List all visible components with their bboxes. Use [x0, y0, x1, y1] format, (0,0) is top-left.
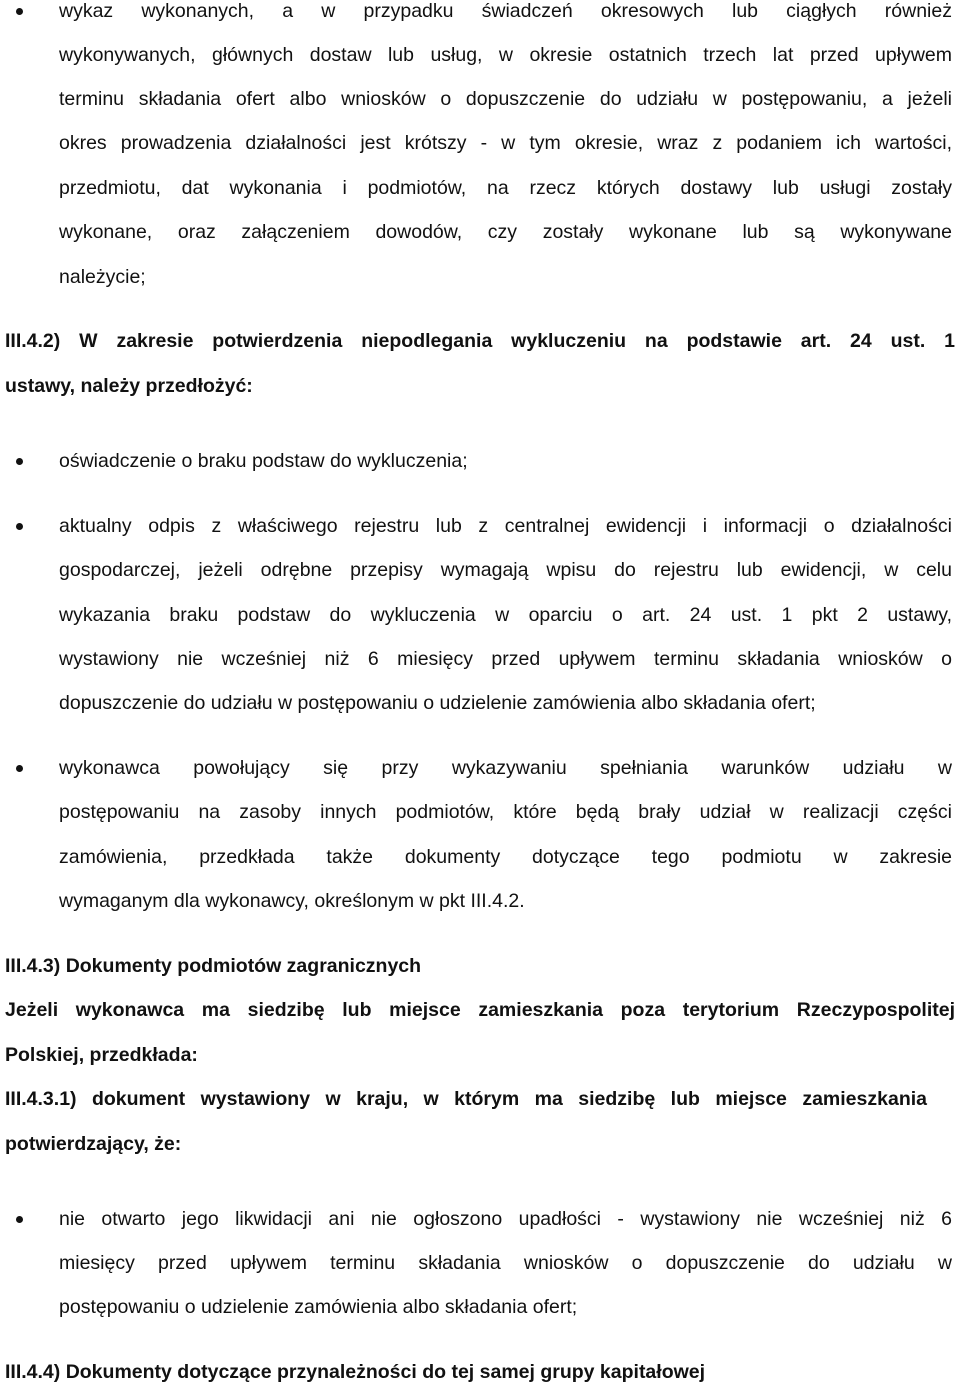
- section-heading: III.4.2) W zakresie potwierdzenia niepodlegania wykluczeniu na podstawie art. 24 ust. 1: [5, 330, 955, 352]
- list-item: nie otwarto jego likwidacji ani nie ogłoszono upadłości - wystawiony nie wcześniej niż 6: [59, 1208, 952, 1230]
- list-item: wystawiony nie wcześniej niż 6 miesięcy przed upływem terminu składania wniosków o: [59, 648, 952, 670]
- section-heading: III.4.4) Dokumenty dotyczące przynależności do tej samej grupy kapitałowej: [5, 1361, 706, 1383]
- text-line: wykaz wykonanych, a w przypadku świadczeń okresowych lub ciągłych również: [59, 0, 952, 22]
- list-item: wykazania braku podstaw do wykluczenia w oparciu o art. 24 ust. 1 pkt 2 ustawy,: [59, 604, 952, 626]
- bullet-icon: [16, 458, 23, 465]
- bullet-icon: [16, 765, 23, 772]
- text-line: terminu składania ofert albo wniosków o dopuszczenie do udziału w postępowaniu, a jeżeli: [59, 88, 952, 110]
- list-item: aktualny odpis z właściwego rejestru lub z centralnej ewidencji i informacji o działalności: [59, 515, 952, 537]
- text-line: wykonywanych, głównych dostaw lub usług, w okresie ostatnich trzech lat przed upływem: [59, 44, 952, 66]
- text-line: wykonane, oraz załączeniem dowodów, czy zostały wykonane lub są wykonywane: [59, 221, 952, 243]
- list-item: postępowaniu na zasoby innych podmiotów, które będą brały udział w realizacji części: [59, 801, 952, 823]
- text-line: okres prowadzenia działalności jest krótszy - w tym okresie, wraz z podaniem ich wartości,: [59, 132, 952, 154]
- list-item: wymaganym dla wykonawcy, określonym w pkt III.4.2.: [59, 890, 525, 912]
- section-intro: Polskiej, przedkłada:: [5, 1044, 198, 1066]
- list-item: dopuszczenie do udziału w postępowaniu o udzielenie zamówienia albo składania ofert;: [59, 692, 816, 714]
- list-item: postępowaniu o udzielenie zamówienia albo składania ofert;: [59, 1296, 578, 1318]
- bullet-icon: [16, 1216, 23, 1223]
- list-item: miesięcy przed upływem terminu składania wniosków o dopuszczenie do udziału w: [59, 1252, 952, 1274]
- sub-heading: III.4.3.1) dokument wystawiony w kraju, w którym ma siedzibę lub miejsce zamieszkania: [5, 1088, 927, 1110]
- bullet-icon: [16, 523, 23, 530]
- sub-heading: potwierdzający, że:: [5, 1133, 182, 1155]
- list-item: gospodarczej, jeżeli odrębne przepisy wymagają wpisu do rejestru lub ewidencji, w celu: [59, 559, 952, 581]
- list-item: zamówienia, przedkłada także dokumenty dotyczące tego podmiotu w zakresie: [59, 846, 952, 868]
- text-line: przedmiotu, dat wykonania i podmiotów, na rzecz których dostawy lub usługi zostały: [59, 177, 952, 199]
- bullet-icon: [16, 8, 23, 15]
- section-heading: ustawy, należy przedłożyć:: [5, 375, 253, 397]
- section-intro: Jeżeli wykonawca ma siedzibę lub miejsce zamieszkania poza terytorium Rzeczypospolitej: [5, 999, 955, 1021]
- list-item: oświadczenie o braku podstaw do wykluczenia;: [59, 450, 468, 472]
- section-heading: III.4.3) Dokumenty podmiotów zagranicznych: [5, 955, 422, 977]
- text-line: należycie;: [59, 266, 146, 288]
- list-item: wykonawca powołujący się przy wykazywaniu spełniania warunków udziału w: [59, 757, 952, 779]
